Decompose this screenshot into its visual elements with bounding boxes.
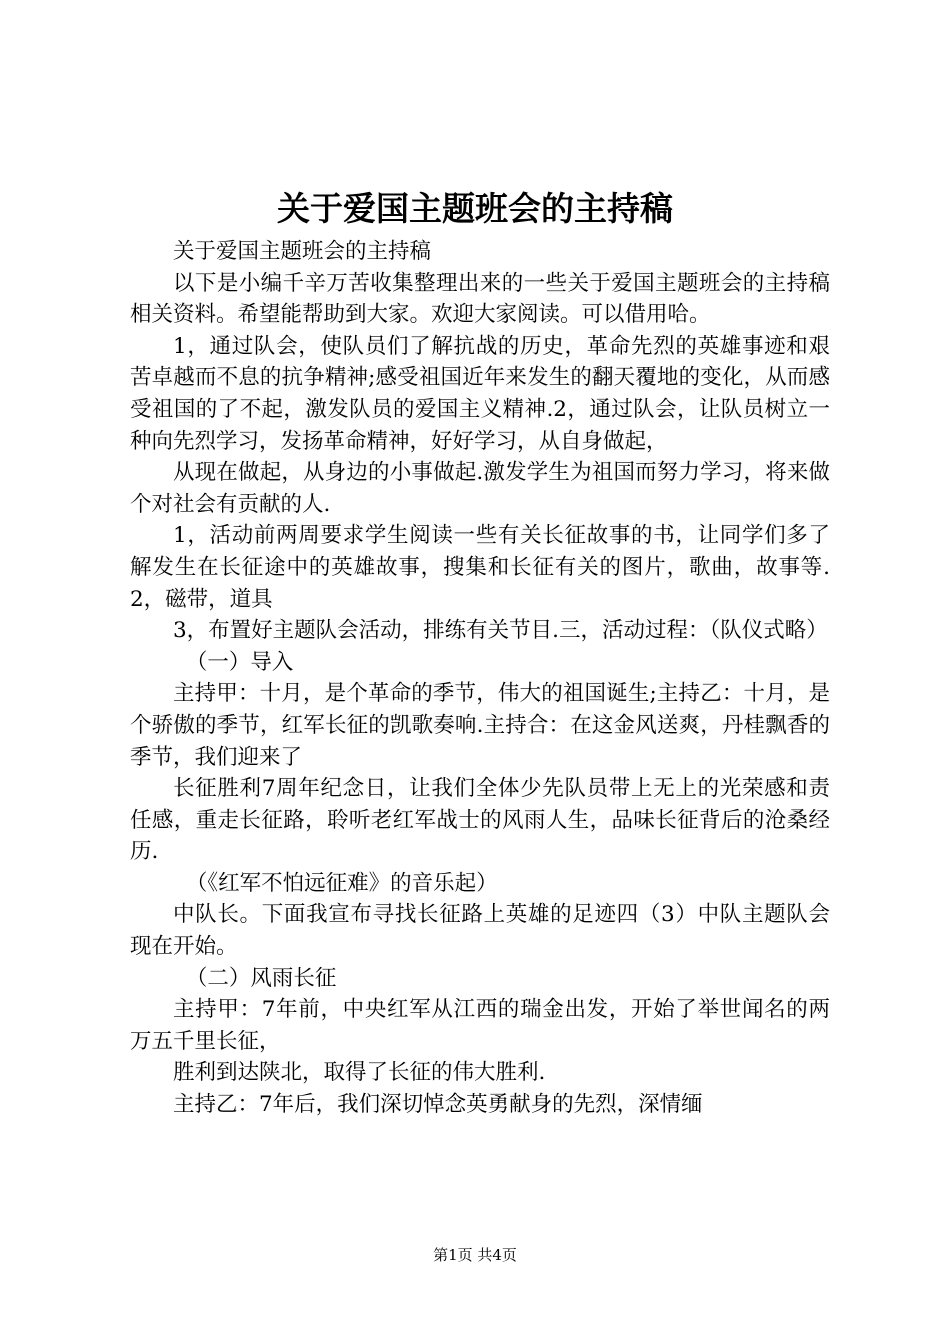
paragraph-arrangement: 3，布置好主题队会活动，排练有关节目.三，活动过程：（队仪式略） — [173, 618, 828, 644]
paragraph-intro: 以下是小编千辛万苦收集整理出来的一些关于爱国主题班会的主持稿相关资料。希望能帮助到大家。欢迎大家阅读。可以借用哈。 — [130, 270, 830, 328]
document-title: 关于爱国主题班会的主持稿 — [277, 189, 673, 228]
paragraph-heading: 关于爱国主题班会的主持稿 — [173, 239, 432, 264]
section-heading-long-march: （二）风雨长征 — [185, 965, 337, 991]
paragraph-goals: 1，通过队会，使队员们了解抗战的历史，革命先烈的英雄事迹和艰苦卓越而不息的抗争精神;感受祖国近年来发生的翻天覆地的变化，从而感受祖国的了不起，激发队员的爱国主义精神.2，通过队会，让队员树立一种向先烈学习，发扬革命精神，好好学习，从自身做起， — [130, 333, 830, 454]
section-heading-introduction: （一）导入 — [185, 649, 294, 675]
paragraph-host-opening: 主持甲：十月，是个革命的季节，伟大的祖国诞生;主持乙：十月，是个骄傲的季节，红军长征的凯歌奏响.主持合：在这金风送爽，丹桂飘香的季节，我们迎来了 — [130, 681, 830, 770]
paragraph-victory: 胜利到达陕北，取得了长征的伟大胜利. — [173, 1060, 546, 1086]
paragraph-anniversary: 长征胜利7周年纪念日，让我们全体少先队员带上无上的光荣感和责任感，重走长征路，聆听老红军战士的风雨人生，品味长征背后的沧桑经历. — [130, 776, 830, 865]
document-body — [130, 236, 830, 1121]
paragraph-goals-continued: 从现在做起，从身边的小事做起.激发学生为祖国而努力学习，将来做个对社会有贡献的人. — [130, 460, 830, 517]
paragraph-preparation: 1，活动前两周要求学生阅读一些有关长征故事的书，让同学们多了解发生在长征途中的英雄故事，搜集和长征有关的图片，歌曲，故事等.2，磁带，道具 — [130, 523, 830, 612]
paragraph-music-cue: （《红军不怕远征难》的音乐起） — [185, 870, 498, 896]
paragraph-host-b: 主持乙：7年后，我们深切悼念英勇献身的先烈，深情缅 — [173, 1092, 703, 1118]
paragraph-host-a: 主持甲：7年前，中央红军从江西的瑞金出发，开始了举世闻名的两万五千里长征， — [130, 997, 830, 1054]
paragraph-squad-leader: 中队长。下面我宣布寻找长征路上英雄的足迹四（3）中队主题队会现在开始。 — [130, 902, 830, 960]
page-footer: 第1页 共4页 — [433, 1246, 517, 1264]
